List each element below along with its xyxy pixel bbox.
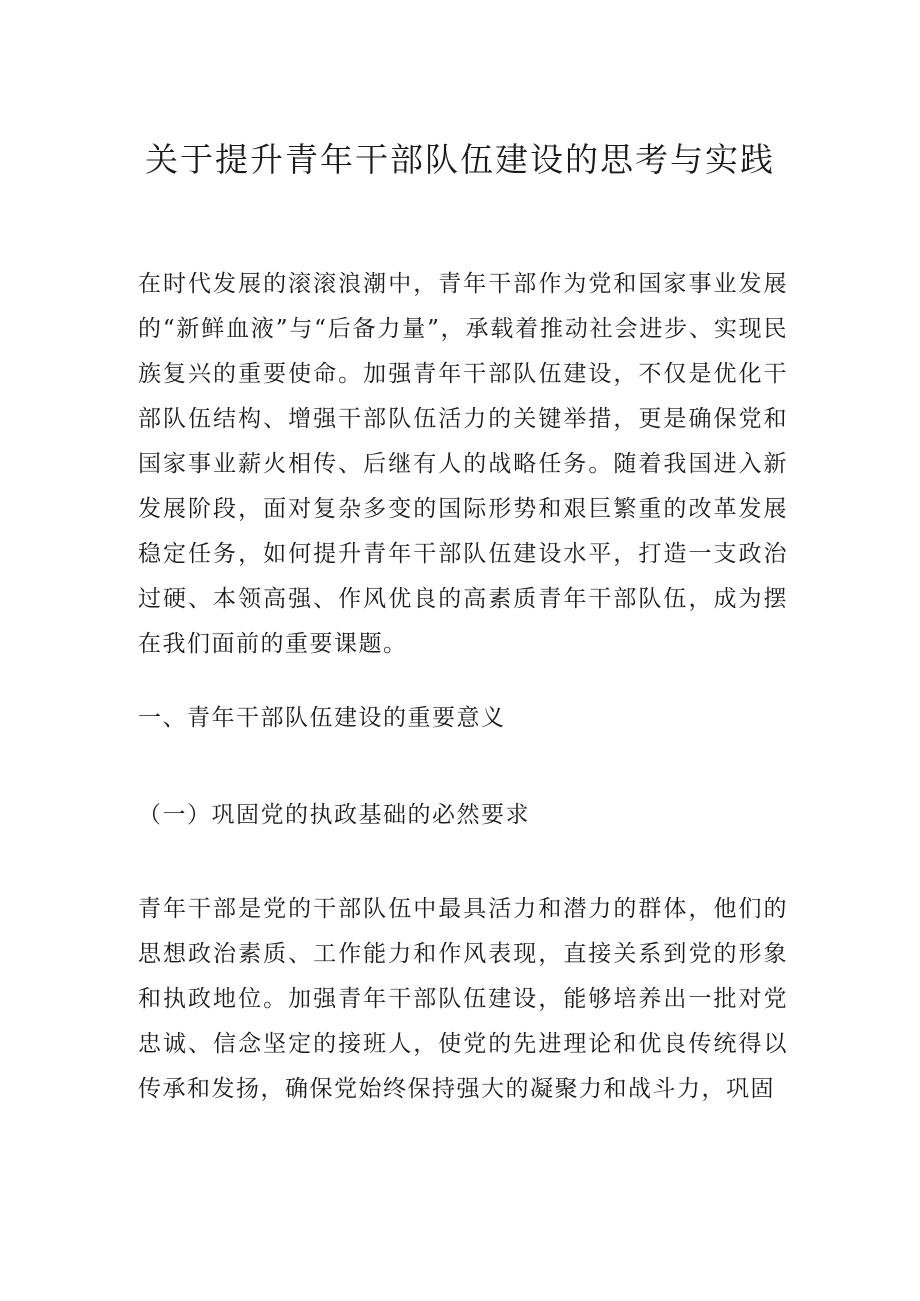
subsection-paragraph: 青年干部是党的干部队伍中最具活力和潜力的群体，他们的思想政治素质、工作能力和作风表现，直接关系到党的形象和执政地位。加强青年干部队伍建设，能够培养出一批对党忠诚、信念坚定的接班人，使党的先进理论和优良传统得以传承和发扬，确保党始终保持强大的凝聚力和战斗力，巩固 (138, 896, 788, 1102)
document-title: 关于提升青年干部队伍建设的思考与实践 (145, 140, 775, 179)
intro-paragraph: 在时代发展的滚滚浪潮中，青年干部作为党和国家事业发展的“新鲜血液”与“后备力量”，承载着推动社会进步、实现民族复兴的重要使命。加强青年干部队伍建设，不仅是优化干部队伍结构、增强干部队伍活力的关键举措，更是确保党和国家事业薪火相传、后继有人的战略任务。随着我国进入新发展阶段，面对复杂多变的国际形势和艰巨繁重的改革发展稳定任务，如何提升青年干部队伍建设水平，打造一支政治过硬、本领高强、作风优良的高素质青年干部队伍，成为摆在我们面前的重要课题。 (138, 271, 788, 657)
subsection-heading: （一）巩固党的执政基础的必然要求 (138, 802, 530, 828)
section-heading: 一、青年干部队伍建设的重要意义 (138, 705, 506, 731)
